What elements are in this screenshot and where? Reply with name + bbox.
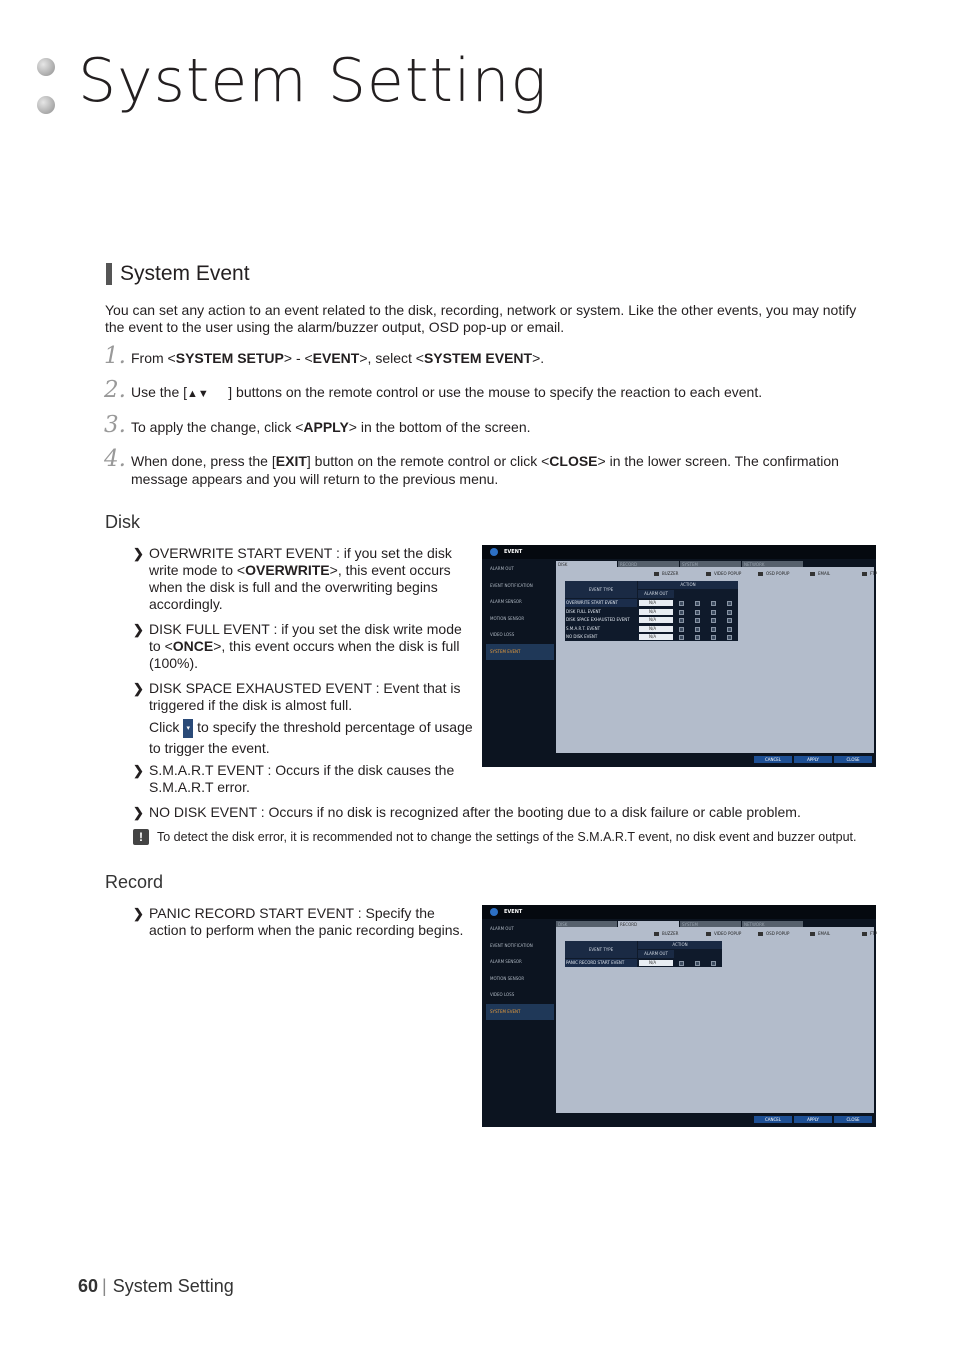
- close-button[interactable]: CLOSE: [834, 1116, 872, 1123]
- menu-item-video-loss[interactable]: VIDEO LOSS: [490, 992, 515, 997]
- step-number: 3.: [104, 412, 126, 438]
- screen-menu: [486, 921, 554, 1020]
- footer-separator: |: [102, 1276, 107, 1296]
- checkbox[interactable]: [679, 610, 684, 615]
- action-header: ACTION: [638, 941, 722, 949]
- event-icon: [490, 908, 498, 916]
- buzzer-legend: BUZZER: [654, 571, 698, 576]
- menu-item-event-notification[interactable]: EVENT NOTIFICATION: [490, 942, 533, 948]
- alarm-out-select[interactable]: N/A: [639, 609, 673, 615]
- tab-network[interactable]: NETWORK: [742, 561, 803, 568]
- menu-item-motion-sensor[interactable]: MOTION SENSOR: [490, 615, 525, 621]
- table-row: OVERWRITE START EVENT: [565, 599, 637, 607]
- checkbox[interactable]: [711, 610, 716, 615]
- menu-item-alarm-sensor[interactable]: ALARM SENSOR: [490, 599, 522, 604]
- section-bar: [106, 263, 112, 285]
- checkbox[interactable]: [727, 627, 732, 632]
- event-table: [565, 581, 738, 641]
- alarm-out-select[interactable]: N/A: [639, 634, 673, 640]
- bullet-disk-full: ❯ DISK FULL EVENT : if you set the disk write mode to <ONCE>, this event occurs when the disk is full (100%).: [133, 621, 462, 671]
- checkbox[interactable]: [711, 961, 716, 966]
- step-2: [104, 377, 884, 403]
- checkbox[interactable]: [695, 610, 700, 615]
- checkbox[interactable]: [727, 610, 732, 615]
- cancel-button[interactable]: CANCEL: [754, 1116, 792, 1123]
- tab-system[interactable]: SYSTEM: [680, 561, 741, 568]
- section-title: [106, 262, 250, 286]
- chevron-right-icon: ❯: [133, 622, 144, 637]
- checkbox[interactable]: [679, 618, 684, 623]
- alarm-out-header: ALARM OUT: [638, 590, 674, 598]
- checkbox[interactable]: [695, 601, 700, 606]
- menu-item-alarm-out[interactable]: ALARM OUT: [490, 926, 514, 931]
- menu-item-alarm-sensor[interactable]: ALARM SENSOR: [490, 959, 522, 964]
- record-event-screen: [482, 905, 876, 1127]
- tab-system[interactable]: SYSTEM: [680, 921, 741, 928]
- bullet-disk-space: ❯ DISK SPACE EXHAUSTED EVENT : Event that is triggered if the disk is almost full. Click ▾ to specify the threshold percentage of usage to trigger the event.: [133, 680, 473, 756]
- intro-paragraph: You can set any action to an event related to the disk, recording, network or system. Like the other events, you may notify the event to the user using the alarm/buzzer output, OSD pop-up or email.: [105, 302, 857, 335]
- step-text: Use the [▲▼ ] buttons on the remote control or use the mouse to specify the reaction to each event.: [131, 384, 763, 400]
- page-footer: [78, 1276, 234, 1297]
- buzzer-legend: BUZZER: [654, 931, 698, 936]
- step-text: To apply the change, click <APPLY> in the bottom of the screen.: [131, 419, 531, 435]
- table-row: PANIC RECORD START EVENT: [565, 959, 637, 967]
- checkbox[interactable]: [711, 601, 716, 606]
- chapter-title: System Setting: [78, 46, 548, 116]
- legend-options: [654, 931, 906, 936]
- menu-item-motion-sensor[interactable]: MOTION SENSOR: [490, 975, 525, 981]
- tab-record[interactable]: RECORD: [618, 921, 679, 928]
- chevron-right-icon: ❯: [133, 763, 144, 778]
- table-row: S.M.A.R.T. EVENT: [566, 625, 601, 631]
- tab-network[interactable]: NETWORK: [742, 921, 803, 928]
- bullet-smart: ❯ S.M.A.R.T EVENT : Occurs if the disk causes the S.M.A.R.T error.: [133, 762, 455, 795]
- disk-heading: Disk: [105, 512, 140, 532]
- table-row: NO DISK EVENT: [566, 634, 598, 639]
- step-text: From <SYSTEM SETUP> - <EVENT>, select <SYSTEM EVENT>.: [131, 350, 545, 366]
- bullet-overwrite: ❯ OVERWRITE START EVENT : if you set the disk write mode to <OVERWRITE>, this event occurs when the disk is full and the overwriting begins accordingly.: [133, 545, 452, 612]
- screen-buttons: [754, 1116, 872, 1123]
- note-text: To detect the disk error, it is recommended not to change the settings of the S.M.A.R.T event, no disk event and buzzer output.: [157, 830, 857, 844]
- ftp-legend: FTP: [862, 931, 906, 936]
- table-row: DISK SPACE EXHAUSTED EVENT: [566, 617, 630, 622]
- menu-item-event-notification[interactable]: EVENT NOTIFICATION: [490, 582, 533, 588]
- osd-popup-legend: OSD POPUP: [758, 571, 802, 576]
- ftp-legend: FTP: [862, 571, 906, 576]
- tab-disk[interactable]: DISK: [556, 561, 617, 568]
- screen-menu: [486, 561, 554, 660]
- section-title-text: System Event: [120, 262, 250, 285]
- decorative-dot-bottom: [37, 96, 55, 114]
- step-4: [104, 446, 874, 488]
- checkbox[interactable]: [727, 601, 732, 606]
- menu-item-alarm-out[interactable]: ALARM OUT: [490, 566, 514, 571]
- dropdown-icon: ▾: [183, 719, 193, 738]
- note: [133, 829, 893, 845]
- menu-item-system-event[interactable]: SYSTEM EVENT: [486, 644, 554, 661]
- screen-header: EVENT: [482, 545, 876, 559]
- record-heading: Record: [105, 872, 164, 892]
- chevron-right-icon: ❯: [133, 805, 144, 820]
- step-number: 4.: [104, 446, 126, 472]
- page-number: 60: [78, 1276, 99, 1296]
- step-1: [104, 343, 884, 369]
- alarm-out-select[interactable]: N/A: [639, 960, 673, 966]
- action-header: ACTION: [638, 581, 738, 589]
- step-number: 2.: [104, 377, 126, 403]
- checkbox[interactable]: [711, 618, 716, 623]
- checkbox[interactable]: [695, 627, 700, 632]
- alarm-out-select[interactable]: N/A: [639, 626, 673, 632]
- email-legend: EMAIL: [810, 571, 854, 576]
- video-popup-legend: VIDEO POPUP: [706, 571, 750, 576]
- menu-item-system-event[interactable]: SYSTEM EVENT: [486, 1004, 554, 1021]
- table-row: DISK FULL EVENT: [566, 608, 601, 614]
- event-icon: [490, 548, 498, 556]
- warning-icon: !: [133, 829, 149, 845]
- video-popup-legend: VIDEO POPUP: [706, 931, 750, 936]
- checkbox[interactable]: [679, 961, 684, 966]
- screen-header: EVENT: [482, 905, 876, 919]
- checkbox[interactable]: [679, 635, 684, 640]
- apply-button[interactable]: APPLY: [794, 756, 832, 763]
- checkbox[interactable]: [679, 627, 684, 632]
- checkbox[interactable]: [679, 601, 684, 606]
- osd-popup-legend: OSD POPUP: [758, 931, 802, 936]
- chevron-right-icon: ❯: [133, 546, 144, 561]
- checkbox[interactable]: [727, 618, 732, 623]
- chevron-right-icon: ❯: [133, 906, 144, 921]
- email-legend: EMAIL: [810, 931, 854, 936]
- menu-item-video-loss[interactable]: VIDEO LOSS: [490, 632, 515, 637]
- apply-button[interactable]: APPLY: [794, 1116, 832, 1123]
- checkbox[interactable]: [695, 961, 700, 966]
- decorative-dot-top: [37, 58, 55, 76]
- event-type-header: EVENT TYPE: [565, 941, 637, 958]
- bullet-panic-record: ❯ PANIC RECORD START EVENT : Specify the action to perform when the panic recording begins.: [133, 905, 464, 938]
- checkbox[interactable]: [695, 618, 700, 623]
- close-button[interactable]: CLOSE: [834, 756, 872, 763]
- screen-buttons: [754, 756, 872, 763]
- legend-options: [654, 571, 906, 576]
- alarm-out-header: ALARM OUT: [638, 950, 674, 958]
- checkbox[interactable]: [695, 635, 700, 640]
- alarm-out-select[interactable]: N/A: [639, 617, 673, 623]
- event-type-header: EVENT TYPE: [565, 581, 637, 598]
- checkbox[interactable]: [711, 627, 716, 632]
- disk-event-screen: [482, 545, 876, 767]
- tab-disk[interactable]: DISK: [556, 921, 617, 928]
- checkbox[interactable]: [711, 635, 716, 640]
- alarm-out-select[interactable]: N/A: [639, 600, 673, 606]
- chevron-right-icon: ❯: [133, 681, 144, 696]
- tab-record[interactable]: RECORD: [618, 561, 679, 568]
- checkbox[interactable]: [727, 635, 732, 640]
- step-number: 1.: [104, 343, 126, 369]
- bullet-no-disk: ❯ NO DISK EVENT : Occurs if no disk is recognized after the booting due to a disk failure or cable problem.: [133, 804, 801, 820]
- footer-title: System Setting: [112, 1276, 234, 1296]
- event-table: [565, 941, 722, 967]
- step-3: [104, 412, 884, 438]
- step-text: When done, press the [EXIT] button on the remote control or click <CLOSE> in the lower screen. The confirmation message appears and you will return to the previous menu.: [131, 453, 839, 487]
- cancel-button[interactable]: CANCEL: [754, 756, 792, 763]
